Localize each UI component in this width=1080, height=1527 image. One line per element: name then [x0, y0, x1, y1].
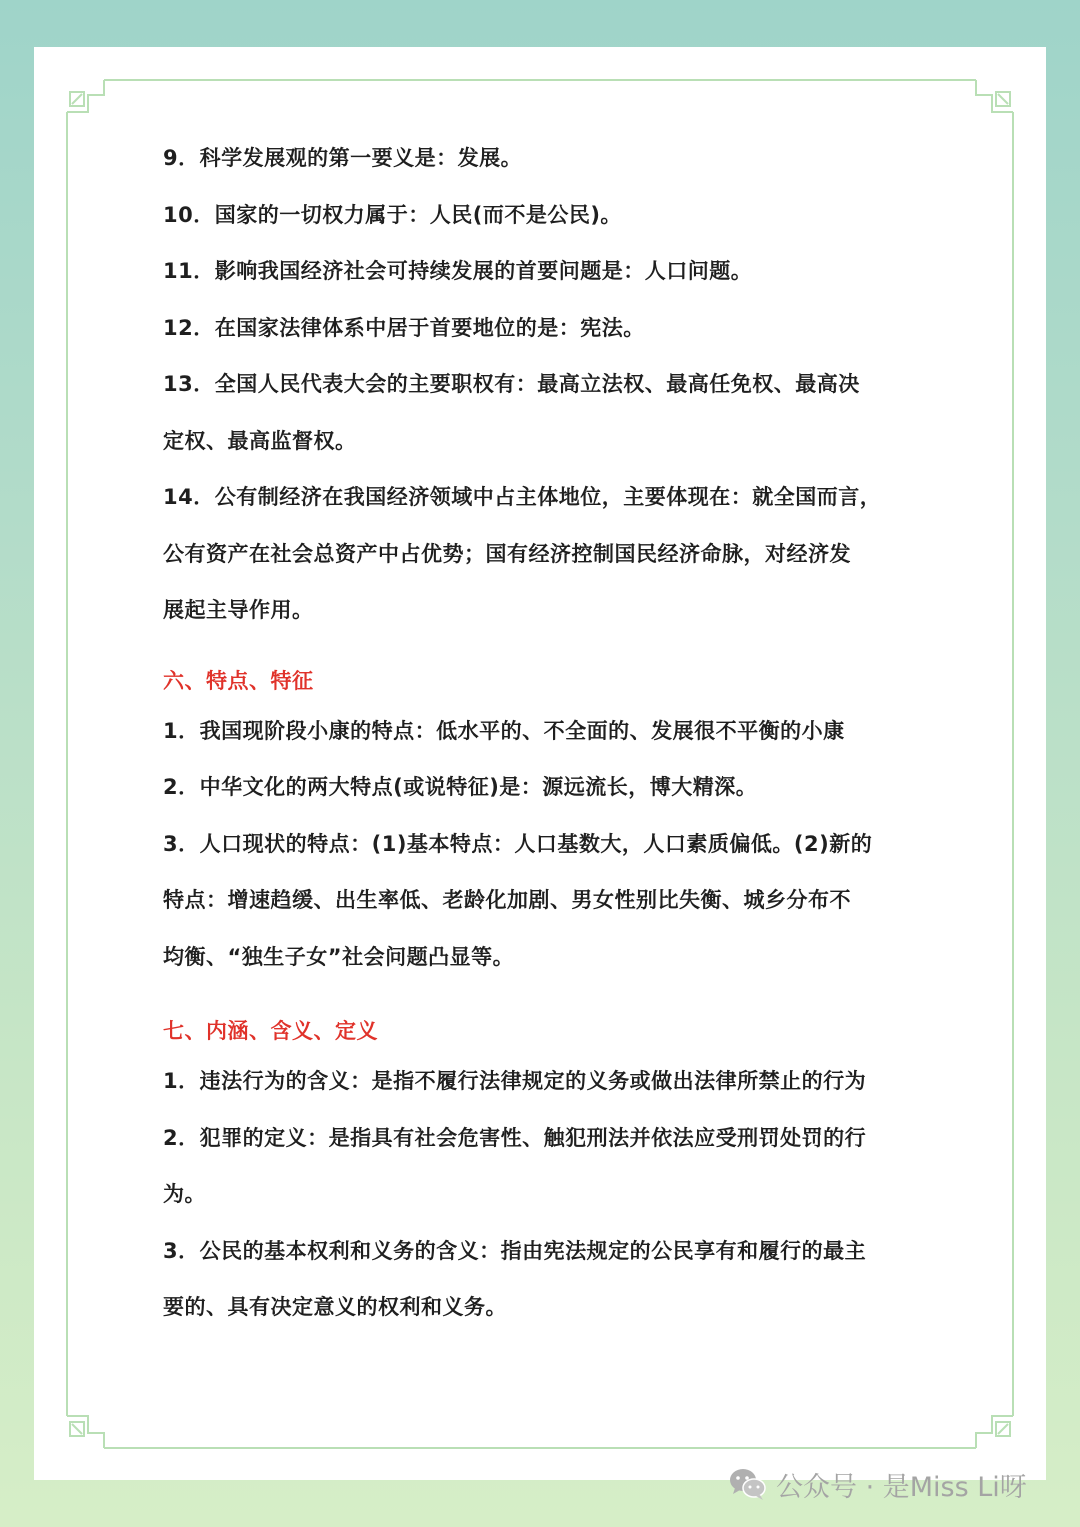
list-item: 13．全国人民代表大会的主要职权有：最高立法权、最高任免权、最高决 [163, 372, 860, 396]
list-item: 特点：增速趋缓、出生率低、老龄化加剧、男女性别比失衡、城乡分布不 [163, 888, 851, 912]
section-heading: 六、特点、特征 [163, 668, 314, 693]
list-item: 为。 [163, 1182, 206, 1206]
list-item: 3．人口现状的特点：(1)基本特点：人口基数大，人口素质偏低。(2)新的 [163, 831, 873, 856]
list-item: 14．公有制经济在我国经济领域中占主体地位，主要体现在：就全国而言， [163, 485, 882, 509]
watermark-text: 公众号 · 是Miss Li呀 [776, 1471, 1027, 1503]
list-item: 10．国家的一切权力属于：人民(而不是公民)。 [163, 202, 622, 227]
list-item: 均衡、“独生子女”社会问题凸显等。 [163, 944, 515, 969]
list-item: 2．中华文化的两大特点(或说特征)是：源远流长，博大精深。 [163, 775, 758, 799]
watermark [728, 1462, 1027, 1506]
main-content [163, 130, 923, 1336]
list-item: 定权、最高监督权。 [163, 428, 357, 453]
list-item: 11．影响我国经济社会可持续发展的首要问题是：人口问题。 [163, 259, 753, 283]
list-item: 2．犯罪的定义：是指具有社会危害性、触犯刑法并依法应受刑罚处罚的行 [163, 1125, 867, 1150]
list-item: 公有资产在社会总资产中占优势；国有经济控制国民经济命脉，对经济发 [163, 541, 851, 566]
wechat-icon [728, 1466, 768, 1502]
section-heading: 七、内涵、含义、定义 [163, 1019, 378, 1043]
list-item: 要的、具有决定意义的权利和义务。 [163, 1295, 507, 1319]
list-item: 3．公民的基本权利和义务的含义：指由宪法规定的公民享有和履行的最主 [163, 1238, 867, 1263]
list-item: 1．违法行为的含义：是指不履行法律规定的义务或做出法律所禁止的行为 [163, 1069, 867, 1093]
list-item: 9．科学发展观的第一要义是：发展。 [163, 146, 523, 170]
list-item: 展起主导作用。 [163, 598, 314, 622]
list-item: 12．在国家法律体系中居于首要地位的是：宪法。 [163, 315, 645, 340]
list-item: 1．我国现阶段小康的特点：低水平的、不全面的、发展很不平衡的小康 [163, 718, 845, 743]
